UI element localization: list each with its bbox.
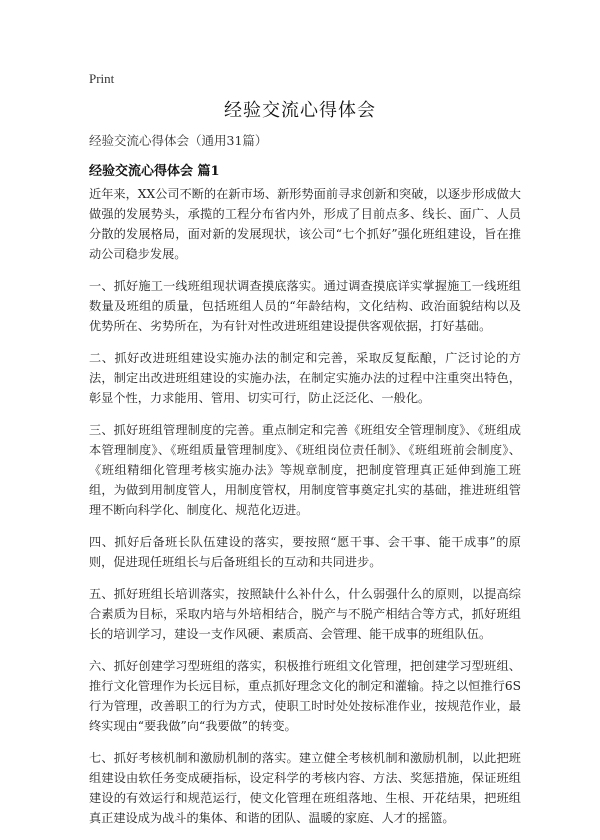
paragraph-1: 一、抓好施工一线班组现状调查摸底落实。通过调查摸底详实掌握施工一线班组数量及班组的质量，包括班组人员的“年龄结构，文化结构、政治面貌结构以及优势所在、劣势所在，为有针对性改进班组建设提供客观依据，打好基础。	[89, 279, 521, 333]
paragraph-3: 三、抓好班组管理制度的完善。重点制定和完善《班组安全管理制度》、《班组成本管理制度》、《班组质量管理制度》、《班组岗位责任制》、《班组班前会制度》、《班组精细化管理考核实施办法》等规章制度，把制度管理真正延伸到施工班组，为做到用制度管人，用制度管权，用制度管事奠定扎实的基础，推进班组管理不断向科学化、制度化、规范化迈进。	[89, 423, 521, 517]
article-body	[89, 184, 521, 840]
paragraph-6: 六、抓好创建学习型班组的落实，积极推行班组文化管理，把创建学习型班组、推行文化管理作为长远目标，重点抓好理念文化的制定和灌输。持之以恒推行6S行为管理，改善职工的行为方式，使职工时时处处按标准作业，按规范作业，最终实现由“要我做”向“我要做”的转变。	[89, 659, 521, 733]
print-link[interactable]: Print	[89, 71, 115, 86]
page-title: 经验交流心得体会	[224, 100, 376, 121]
paragraph-intro: 近年来，XX公司不断的在新市场、新形势面前寻求创新和突破，以逐步形成做大做强的发展势头，承揽的工程分布省内外，形成了目前点多、线长、面广、人员分散的发展格局，面对新的发展现状，该公司“七个抓好”强化班组建设，旨在推动公司稳步发展。	[89, 187, 521, 261]
section-heading: 经验交流心得体会 篇1	[89, 164, 220, 179]
paragraph-7: 七、抓好考核机制和激励机制的落实。建立健全考核机制和激励机制，以此把班组建设由软任务变成硬指标，设定科学的考核内容、方法、奖惩措施，保证班组建设的有效运行和规范运行，使文化管理在班组落地、生根、开花结果，把班组真正建设成为战斗的集体、和谐的团队、温暖的家庭、人才的摇篮。	[89, 751, 521, 825]
paragraph-5: 五、抓好班组长培训落实，按照缺什么补什么，什么弱强什么的原则，以提高综合素质为目标，采取内培与外培相结合，脱产与不脱产相结合等方式，抓好班组长的培训学习，建设一支作风硬、素质高、会管理、能干成事的班组队伍。	[89, 587, 521, 641]
paragraph-2: 二、抓好改进班组建设实施办法的制定和完善，采取反复酝酿，广泛讨论的方法，制定出改进班组建设的实施办法，在制定实施办法的过程中注重突出特色，彰显个性，力求能用、管用、切实可行，防止泛泛化、一般化。	[89, 351, 521, 405]
paragraph-4: 四、抓好后备班长队伍建设的落实，要按照“愿干事、会干事、能干成事”的原则，促进现任班组长与后备班组长的互动和共同进步。	[89, 535, 521, 569]
document-subtitle: 经验交流心得体会（通用31篇）	[89, 133, 268, 148]
